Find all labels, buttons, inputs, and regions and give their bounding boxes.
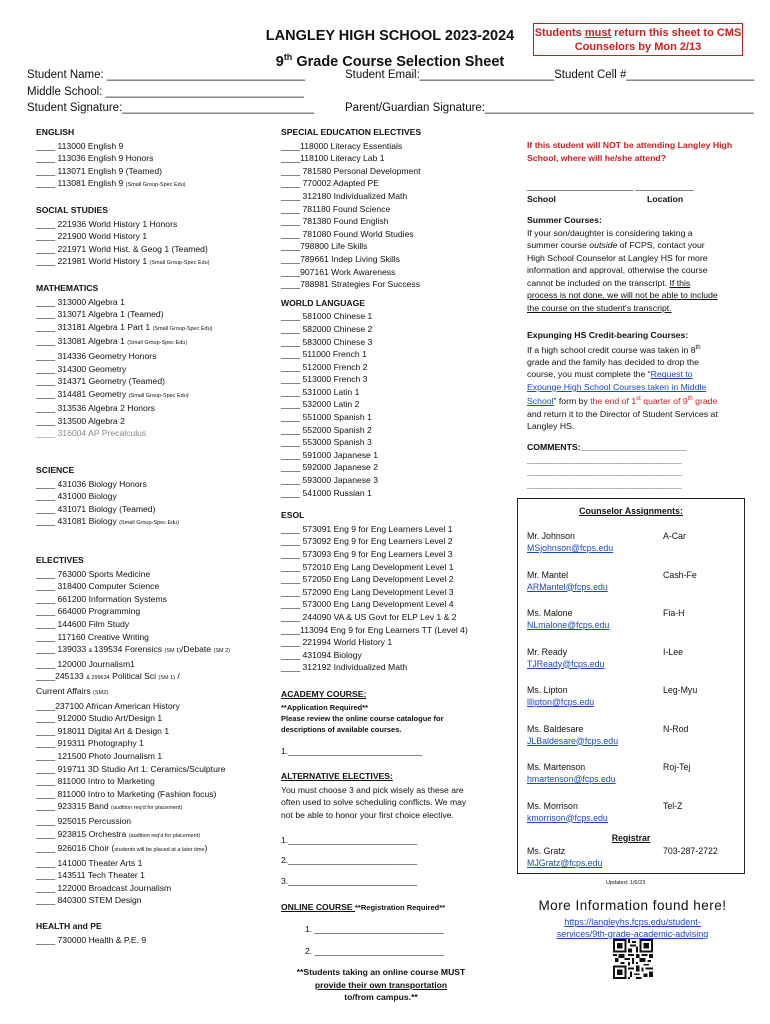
title-line2: 9th Grade Course Selection Sheet <box>275 52 505 70</box>
course-option[interactable]: ____ 318400 Computer Science <box>36 581 160 592</box>
expunge-text: grade and the family has decided to drop the <box>527 356 699 367</box>
counselor-email-link[interactable]: NLmalone@fcps.edu <box>527 620 610 630</box>
course-option[interactable]: ____ 811000 Intro to Marketing <box>36 776 155 787</box>
student-email-field[interactable]: Student Email:_____________________Student Cell #____________________ <box>345 69 755 81</box>
comments-label: COMMENTS:______________________ <box>527 442 687 452</box>
course-option[interactable]: ____ 313181 Algebra 1 Part 1 (Small Group-Spec Edu) <box>36 321 213 332</box>
expunge-form-link[interactable]: School <box>527 396 554 407</box>
counselor-name: Mr. Ready <box>527 646 568 657</box>
course-option[interactable]: ____ 143511 Tech Theater 1 <box>36 870 145 881</box>
course-option[interactable]: ____ 592000 Japanese 2 <box>281 462 379 473</box>
counselor-row <box>527 607 737 631</box>
counselor-range: Roj-Tej <box>663 762 691 772</box>
title-line1: LANGLEY HIGH SCHOOL 2023-2024 <box>265 28 515 44</box>
course-option[interactable]: ____ 144600 Film Study <box>36 619 130 629</box>
section-heading: ELECTIVES <box>36 555 84 566</box>
course-option[interactable]: ____ 431081 Biology (Small Group-Spec Edu) <box>36 516 180 527</box>
course-section <box>36 126 230 192</box>
course-option[interactable]: ____ 582000 Chinese 2 <box>281 323 373 334</box>
course-option[interactable]: ____ 572050 Eng Lang Development Level 2 <box>281 574 454 585</box>
course-option[interactable]: ____ 314371 Geometry (Teamed) <box>36 376 165 387</box>
course-option[interactable]: ____788981 Strategies For Success <box>281 279 421 290</box>
course-option[interactable]: ____ 664000 Programming <box>36 606 141 617</box>
course-section <box>281 509 481 674</box>
summer-courses <box>527 214 747 314</box>
course-option[interactable]: ____ 141000 Theater Arts 1 <box>36 857 143 868</box>
course-option[interactable]: ____798800 Life Skills <box>281 241 368 252</box>
course-option[interactable]: ____118100 Literacy Lab 1 <box>281 153 385 164</box>
counselor-row <box>527 723 737 747</box>
course-option[interactable]: ____789661 Indep Living Skills <box>281 253 400 264</box>
section-heading: SCIENCE <box>36 465 75 476</box>
counselor-row <box>527 800 737 824</box>
course-option[interactable]: ____ 221971 World Hist. & Geog 1 (Teamed) <box>36 243 208 254</box>
summer-title: Summer Courses: <box>527 215 602 225</box>
course-option[interactable]: ____ 573000 Eng Lang Development Level 4 <box>281 599 454 610</box>
counselor-email-link[interactable]: TJReady@fcps.edu <box>527 658 605 669</box>
counselor-email-link[interactable]: MSjohnson@fcps.edu <box>527 543 614 553</box>
course-option[interactable]: ____ 113071 English 9 (Teamed) <box>36 165 162 176</box>
course-option[interactable]: ____ 923815 Orchestra (audition req'd for placement) <box>36 828 201 839</box>
course-option[interactable]: ____ 583000 Chinese 3 <box>281 336 373 347</box>
comment-line[interactable]: ________________________________ <box>527 479 682 490</box>
expunge-title: Expunging HS Credit-bearing Courses: <box>527 330 689 340</box>
course-option[interactable]: ____ 923315 Band (audition req'd for placement) <box>36 801 183 812</box>
counselor-name: Mr. Mantel <box>527 569 569 580</box>
column-core-courses <box>36 126 230 946</box>
academy-note: Please review the online course catalogue for <box>281 713 444 723</box>
course-option[interactable]: ____ 122000 Broadcast Journalism <box>36 882 172 893</box>
academy-blank[interactable]: 1.____________________________ <box>281 745 422 756</box>
section-heading: ESOL <box>281 510 305 521</box>
course-option[interactable]: ____ 513000 French 3 <box>281 374 368 385</box>
course-option[interactable]: ____ 918011 Digital Art & Design 1 <box>36 725 170 736</box>
summer-text: If your son/daughter is considering taking a <box>527 227 693 238</box>
counselor-row <box>527 569 737 593</box>
course-option[interactable]: ____ 781180 Found Science <box>281 203 391 214</box>
alt-blank-2[interactable]: 2.___________________________ <box>281 855 418 866</box>
course-option[interactable]: ____ 244090 VA & US Govt for ELP Lev 1 & 2 <box>281 611 457 622</box>
course-option[interactable]: ____ 312192 Individualized Math <box>281 662 408 673</box>
attend-labels: School Location <box>527 193 684 204</box>
alt-text: not be able to honor your first choice elective. <box>281 809 454 820</box>
online-title: ONLINE COURSE **Registration Required** <box>281 902 446 913</box>
course-option[interactable]: ____ 431071 Biology (Teamed) <box>36 503 156 514</box>
expunge-text: and return it to the Director of Student Services at <box>527 408 718 419</box>
course-section <box>281 126 481 291</box>
online-note: **Students taking an online course MUST provide their own transportation to/from campus.** <box>296 967 466 1003</box>
course-option[interactable]: ____ 316004 AP Precalculus <box>36 428 147 439</box>
course-option[interactable]: ____ 912000 Studio Art/Design 1 <box>36 713 163 724</box>
alt-text: often used to solve scheduling conflicts. We may <box>281 797 467 808</box>
alt-text: You must choose 3 and pick wisely as these are <box>281 784 464 795</box>
academy-required: **Application Required** <box>281 702 369 712</box>
student-signature-field[interactable]: Student Signature:______________________________ <box>27 102 315 114</box>
counselor-name: Ms. Martenson <box>527 762 586 772</box>
course-option[interactable]: ____907161 Work Awareness <box>281 266 396 277</box>
expunge-form-link[interactable]: Expunge High School Courses taken in Middle <box>527 381 707 392</box>
course-option[interactable]: ____ 313500 Algebra 2 <box>36 415 125 426</box>
academy-note: descriptions of available courses. <box>281 724 402 734</box>
summer-text: information and approval, otherwise the course <box>527 265 708 275</box>
course-option[interactable]: ____ 926016 Choir (students will be placed at a later time) <box>36 843 208 854</box>
counselor-email-link[interactable]: lllipton@fcps.edu <box>527 697 595 707</box>
course-section <box>36 204 230 270</box>
course-option[interactable]: Current Affairs (SM2) <box>36 685 109 696</box>
course-option[interactable]: ____ 314336 Geometry Honors <box>36 350 157 361</box>
course-option[interactable]: ____ 221981 World History 1 (Small Group-Spec Edu) <box>36 256 210 267</box>
counselor-row <box>527 684 737 708</box>
expunge-text: School” form by the end of 1st quarter of 9th grade <box>527 396 718 407</box>
course-section <box>36 554 230 907</box>
course-option[interactable]: ____ 661200 Information Systems <box>36 593 167 604</box>
course-option[interactable]: ____ 572090 Eng Lang Development Level 3 <box>281 586 454 597</box>
course-section <box>36 920 230 946</box>
attend-question: If this student will NOT be attending Langley High School, where will he/she attend? <box>527 140 733 163</box>
course-option[interactable]: ____ 221936 World History 1 Honors <box>36 218 178 229</box>
course-option[interactable]: ____ 781580 Personal Development <box>281 165 421 176</box>
course-option[interactable]: ____ 919311 Photography 1 <box>36 738 144 749</box>
comments-section[interactable] <box>527 441 747 491</box>
alt-blank-1[interactable]: 1.___________________________ <box>281 834 418 845</box>
course-option[interactable]: ____ 314300 Geometry <box>36 363 127 374</box>
course-option[interactable]: ____ 573091 Eng 9 for Eng Learners Level 1 <box>281 523 453 534</box>
course-option[interactable]: ____ 431000 Biology <box>36 491 117 502</box>
summer-text: the course on the student's transcript. <box>527 302 672 313</box>
course-option[interactable]: ____ 770002 Adapted PE <box>281 178 379 189</box>
counselor-range: A-Car <box>663 531 686 541</box>
course-option[interactable]: ____ 593000 Japanese 3 <box>281 475 379 486</box>
course-option[interactable]: ____ 113036 English 9 Honors <box>36 153 154 164</box>
course-option[interactable]: ____ 313536 Algebra 2 Honors <box>36 403 155 414</box>
counselor-name: Ms. Lipton <box>527 685 568 695</box>
counselor-box <box>517 498 745 874</box>
course-option[interactable]: ____118000 Literacy Essentials <box>281 140 403 151</box>
counselor-row <box>527 530 737 554</box>
counselor-row <box>527 761 737 785</box>
registrar-phone: 703-287-2722 <box>663 846 718 856</box>
registrar-row <box>527 845 737 869</box>
course-option[interactable]: ____245133 & 299634 Political Sci (SM 1) / <box>36 671 180 682</box>
expunge-section <box>527 329 747 433</box>
column-sped-language <box>281 126 481 1004</box>
section-heading: SOCIAL STUDIES <box>36 204 108 215</box>
course-option[interactable]: ____ 541000 Russian 1 <box>281 487 372 498</box>
course-option[interactable]: ____237100 African American History <box>36 700 180 711</box>
online-blank-2[interactable]: 2. ___________________________ <box>305 946 444 957</box>
course-option[interactable]: ____ 113000 English 9 <box>36 140 124 151</box>
student-name-field[interactable]: Student Name: _______________________________ <box>27 69 306 81</box>
course-option[interactable]: ____ 763000 Sports Medicine <box>36 568 151 579</box>
counselor-name: Ms. Baldesare <box>527 723 584 734</box>
summer-text: cannot be included on the transcript. If this <box>527 277 691 288</box>
course-option[interactable]: ____ 925015 Percussion <box>36 815 132 826</box>
counselor-name: Mr. Johnson <box>527 531 575 541</box>
course-option[interactable]: ____ 431036 Biology Honors <box>36 478 147 489</box>
course-option[interactable]: ____ 840300 STEM Design <box>36 895 142 906</box>
expunge-form-link[interactable]: Request to <box>650 369 693 380</box>
counselor-row <box>527 646 737 670</box>
course-option[interactable]: ____ 313081 Algebra 1 (Small Group-Spec Edu) <box>36 336 188 347</box>
counselor-range: Tel-Z <box>663 800 683 811</box>
section-heading: WORLD LANGUAGE <box>281 297 366 308</box>
course-option[interactable]: ____ 121500 Photo Journalism 1 <box>36 750 163 761</box>
course-section <box>281 297 481 500</box>
section-heading: ENGLISH <box>36 127 75 137</box>
course-section <box>36 464 230 530</box>
course-option[interactable]: ____ 511000 French 1 <box>281 349 367 360</box>
course-option[interactable]: ____ 221994 World History 1 <box>281 637 393 648</box>
more-info-link[interactable]: https://langleyhs.fcps.edu/student- services/9th-grade-academic-advising <box>556 917 709 939</box>
comment-line[interactable]: ________________________________ <box>527 454 682 465</box>
parent-signature-field[interactable]: Parent/Guardian Signature:__________________________________________ <box>345 102 754 114</box>
counselor-range: Cash-Fe <box>663 569 697 580</box>
counselor-email-link[interactable]: kmorrison@fcps.edu <box>527 812 608 823</box>
updated-date: Updated: 1/6/23 <box>606 880 646 886</box>
expunge-text: course, you must complete the “Request to <box>527 369 693 380</box>
academy-title: ACADEMY COURSE: <box>281 688 367 699</box>
counselor-email-link[interactable]: JLBaldesare@fcps.edu <box>527 735 619 746</box>
section-heading: HEALTH and PE <box>36 921 102 932</box>
course-option[interactable]: ____ 313071 Algebra 1 (Teamed) <box>36 309 164 320</box>
page-title <box>240 26 540 73</box>
course-option[interactable]: ____ 551000 Spanish 1 <box>281 412 372 423</box>
counselor-range: I-Lee <box>663 646 684 657</box>
course-option[interactable]: ____ 572010 Eng Lang Development Level 1 <box>281 561 454 572</box>
middle-school-field[interactable]: Middle School: _______________________________ <box>27 86 304 98</box>
expunge-text: Langley HS. <box>527 421 575 432</box>
online-blank-1[interactable]: 1. ___________________________ <box>305 923 444 934</box>
course-option[interactable]: ____113094 Eng 9 for Eng Learners TT (Level 4) <box>281 624 468 635</box>
counselor-title: Counselor Assignments: <box>579 506 683 516</box>
course-option[interactable]: ____ 113081 English 9 (Small Group-Spec Edu) <box>36 178 186 189</box>
course-option[interactable]: ____ 781080 Found World Studies <box>281 228 414 239</box>
summer-text: High School Counselor at Langley HS for more <box>527 252 708 263</box>
counselor-name: Ms. Morrison <box>527 800 578 811</box>
course-option[interactable]: ____ 532000 Latin 2 <box>281 399 360 410</box>
return-notice: Students must return this sheet to CMS Counselors by Mon 2/13 <box>533 23 743 56</box>
course-option[interactable]: ____ 781380 Found English <box>281 216 389 227</box>
course-option[interactable]: ____ 573093 Eng 9 for Eng Learners Level 3 <box>281 549 453 559</box>
course-option[interactable]: ____ 552000 Spanish 2 <box>281 424 372 435</box>
course-option[interactable]: ____ 120000 Journalism1 <box>36 658 135 669</box>
course-option[interactable]: ____ 313000 Algebra 1 <box>36 296 125 307</box>
registrar-name: Ms. Gratz <box>527 846 566 856</box>
section-heading: MATHEMATICS <box>36 282 99 293</box>
counselor-email-link[interactable]: ARMantel@fcps.edu <box>527 581 608 592</box>
course-option[interactable]: ____ 573092 Eng 9 for Eng Learners Level 2 <box>281 536 453 547</box>
course-option[interactable]: ____ 811000 Intro to Marketing (Fashion focus) <box>36 788 217 799</box>
summer-text: summer course outside of FCPS, contact your <box>527 240 705 250</box>
course-option[interactable]: ____ 431094 Biology <box>281 649 362 660</box>
course-option[interactable]: ____ 312180 Individualized Math <box>281 190 408 201</box>
course-option[interactable]: ____ 221900 World History 1 <box>36 231 148 242</box>
registrar-label: Registrar <box>611 833 651 843</box>
summer-text: process is not done, we will not be able to include <box>527 290 718 300</box>
course-option[interactable]: ____ 531000 Latin 1 <box>281 386 360 397</box>
alt-title: ALTERNATIVE ELECTIVES: <box>281 771 393 782</box>
course-option[interactable]: ____ 512000 French 2 <box>281 361 368 372</box>
counselor-range: Fia-H <box>663 608 685 618</box>
course-option[interactable]: ____ 553000 Spanish 3 <box>281 437 372 448</box>
attend-section <box>527 139 747 205</box>
more-info-heading: More Information found here! <box>538 898 727 913</box>
counselor-email-link[interactable]: hmartenson@fcps.edu <box>527 774 616 784</box>
qr-code-icon[interactable] <box>613 939 653 979</box>
registrar-email-link[interactable]: MJGratz@fcps.edu <box>527 858 603 868</box>
expunge-text: If a high school credit course was taken in 8th <box>527 344 701 355</box>
counselor-range: Leg-Myu <box>663 685 698 695</box>
alt-blank-3[interactable]: 3.___________________________ <box>281 875 418 886</box>
course-option[interactable]: ____ 919711 3D Studio Art 1: Ceramics/Sculpture <box>36 763 226 774</box>
course-option[interactable]: ____ 591000 Japanese 1 <box>281 449 379 460</box>
counselor-name: Ms. Malone <box>527 608 573 618</box>
attend-blank[interactable]: ______________________ ____________ <box>527 181 694 191</box>
comment-line[interactable]: ________________________________ <box>527 467 682 477</box>
section-heading: SPECIAL EDUCATION ELECTIVES <box>281 127 422 137</box>
course-option[interactable]: ____ 314481 Geometry (Small Group-Spec Edu) <box>36 388 189 399</box>
course-option[interactable]: ____ 139033 & 139534 Forensics (SM 1)/Debate (SM 2) <box>36 644 230 655</box>
course-section <box>36 282 230 440</box>
course-option[interactable]: ____ 117160 Creative Writing <box>36 631 149 642</box>
course-option[interactable]: ____ 730000 Health & P.E. 9 <box>36 934 147 945</box>
counselor-range: N-Rod <box>663 723 689 734</box>
course-option[interactable]: ____ 581000 Chinese 1 <box>281 311 373 322</box>
